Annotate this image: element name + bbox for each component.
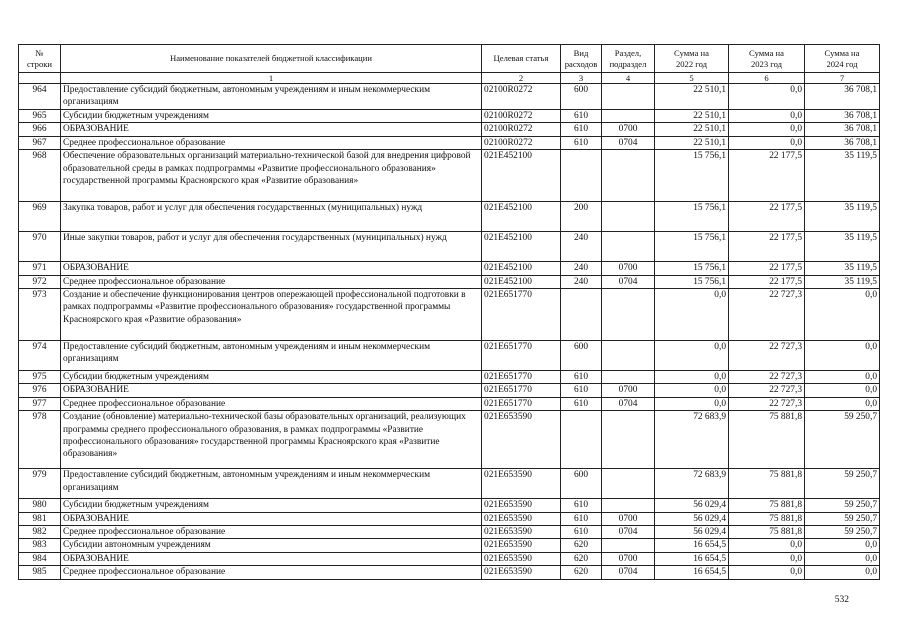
row-section xyxy=(602,499,655,512)
row-sum-2023: 75 881,8 xyxy=(729,512,805,525)
header-expense-type-text: Вид расходов xyxy=(564,47,598,69)
row-target-item: 021Е653590 xyxy=(482,526,561,539)
row-section xyxy=(602,289,655,341)
row-name: ОБРАЗОВАНИЕ xyxy=(61,512,482,525)
row-number: 981 xyxy=(19,512,61,525)
row-sum-2023: 75 881,8 xyxy=(729,411,805,469)
row-name: Предоставление субсидий бюджетным, автономным учреждениям и иным некоммерческим организациям xyxy=(61,469,482,499)
row-sum-2024: 0,0 xyxy=(805,289,880,341)
row-sum-2022: 22 510,1 xyxy=(655,84,729,110)
row-expense-type xyxy=(561,411,602,469)
row-number: 984 xyxy=(19,552,61,565)
row-name: ОБРАЗОВАНИЕ xyxy=(61,552,482,565)
row-expense-type: 610 xyxy=(561,526,602,539)
row-sum-2022: 15 756,1 xyxy=(655,150,729,202)
row-expense-type: 620 xyxy=(561,539,602,552)
table-row xyxy=(19,262,880,275)
row-name: Создание (обновление) материально-технической базы образовательных организаций, реализующих программы среднего профессионального образования, в рамках подпрограммы «Развитие профессионального образования» государственной программы Красноярского края «Развитие образования» xyxy=(61,411,482,469)
row-section: 0704 xyxy=(602,526,655,539)
row-section: 0704 xyxy=(602,566,655,579)
table-row xyxy=(19,397,880,410)
row-target-item: 021Е651770 xyxy=(482,289,561,341)
row-sum-2022: 0,0 xyxy=(655,341,729,371)
row-target-item: 021Е653590 xyxy=(482,566,561,579)
row-expense-type: 600 xyxy=(561,341,602,371)
table-row xyxy=(19,411,880,469)
table-row xyxy=(19,289,880,341)
row-sum-2023: 75 881,8 xyxy=(729,469,805,499)
row-expense-type: 600 xyxy=(561,469,602,499)
row-target-item: 021Е651770 xyxy=(482,371,561,384)
row-target-item: 02100R0272 xyxy=(482,84,561,110)
row-sum-2024: 0,0 xyxy=(805,384,880,397)
row-sum-2023: 0,0 xyxy=(729,84,805,110)
row-sum-2023: 0,0 xyxy=(729,110,805,123)
row-sum-2024: 35 119,5 xyxy=(805,202,880,232)
row-name: Предоставление субсидий бюджетным, автономным учреждениям и иным некоммерческим организациям xyxy=(61,84,482,110)
row-sum-2024: 59 250,7 xyxy=(805,526,880,539)
column-numbers-row xyxy=(19,73,880,84)
row-section xyxy=(602,341,655,371)
row-target-item: 021Е452100 xyxy=(482,275,561,288)
row-expense-type: 610 xyxy=(561,110,602,123)
row-target-item: 021Е653590 xyxy=(482,512,561,525)
row-sum-2024: 59 250,7 xyxy=(805,469,880,499)
row-sum-2024: 0,0 xyxy=(805,371,880,384)
row-sum-2023: 22 177,5 xyxy=(729,262,805,275)
budget-table xyxy=(18,44,880,580)
row-number: 976 xyxy=(19,384,61,397)
header-name xyxy=(61,45,482,73)
row-name: Субсидии бюджетным учреждениям xyxy=(61,371,482,384)
row-target-item: 021Е653590 xyxy=(482,539,561,552)
header-sum-2022 xyxy=(655,45,729,73)
row-sum-2024: 0,0 xyxy=(805,397,880,410)
row-target-item: 021Е653590 xyxy=(482,552,561,565)
table-row xyxy=(19,552,880,565)
row-sum-2024: 35 119,5 xyxy=(805,262,880,275)
table-header-row xyxy=(19,45,880,73)
row-sum-2023: 22 727,3 xyxy=(729,289,805,341)
row-expense-type: 600 xyxy=(561,84,602,110)
row-number: 975 xyxy=(19,371,61,384)
row-section: 0704 xyxy=(602,275,655,288)
row-expense-type: 610 xyxy=(561,384,602,397)
column-number xyxy=(19,73,61,84)
row-expense-type: 620 xyxy=(561,566,602,579)
row-name: Среднее профессиональное образование xyxy=(61,526,482,539)
row-expense-type: 240 xyxy=(561,275,602,288)
row-number: 983 xyxy=(19,539,61,552)
row-sum-2022: 22 510,1 xyxy=(655,123,729,136)
row-sum-2022: 22 510,1 xyxy=(655,136,729,149)
table-row xyxy=(19,512,880,525)
row-target-item: 021Е651770 xyxy=(482,384,561,397)
row-expense-type: 610 xyxy=(561,397,602,410)
row-section xyxy=(602,232,655,262)
row-expense-type xyxy=(561,289,602,341)
row-section xyxy=(602,371,655,384)
row-name: Обеспечение образовательных организаций материально-технической базой для внедрения цифровой образовательной среды в рамках подпрограммы «Развитие профессионального образования» государственной программы Красноярского края «Развитие образования» xyxy=(61,150,482,202)
row-number: 979 xyxy=(19,469,61,499)
table-row xyxy=(19,202,880,232)
column-number: 3 xyxy=(561,73,602,84)
column-number: 4 xyxy=(602,73,655,84)
header-target-item xyxy=(482,45,561,73)
row-name: Среднее профессиональное образование xyxy=(61,275,482,288)
row-expense-type: 620 xyxy=(561,552,602,565)
row-name: Субсидии автономным учреждениям xyxy=(61,539,482,552)
table-row xyxy=(19,232,880,262)
table-row xyxy=(19,110,880,123)
row-name: Иные закупки товаров, работ и услуг для обеспечения государственных (муниципальных) нужд xyxy=(61,232,482,262)
row-expense-type: 610 xyxy=(561,499,602,512)
row-sum-2022: 16 654,5 xyxy=(655,552,729,565)
row-sum-2022: 0,0 xyxy=(655,289,729,341)
row-section xyxy=(602,202,655,232)
header-sum-2022-text: Сумма на 2022 год xyxy=(674,47,709,69)
row-target-item: 021Е452100 xyxy=(482,202,561,232)
row-sum-2024: 59 250,7 xyxy=(805,499,880,512)
row-expense-type: 200 xyxy=(561,202,602,232)
header-sum-2023-text: Сумма на 2023 год xyxy=(749,47,784,69)
row-number: 970 xyxy=(19,232,61,262)
row-number: 974 xyxy=(19,341,61,371)
row-sum-2023: 22 177,5 xyxy=(729,150,805,202)
row-sum-2023: 22 727,3 xyxy=(729,384,805,397)
row-section: 0700 xyxy=(602,512,655,525)
row-sum-2023: 22 177,5 xyxy=(729,275,805,288)
row-sum-2022: 0,0 xyxy=(655,371,729,384)
row-name: Субсидии бюджетным учреждениям xyxy=(61,110,482,123)
table-row xyxy=(19,526,880,539)
row-target-item: 02100R0272 xyxy=(482,136,561,149)
row-number: 967 xyxy=(19,136,61,149)
row-number: 972 xyxy=(19,275,61,288)
row-sum-2023: 22 177,5 xyxy=(729,232,805,262)
table-row xyxy=(19,499,880,512)
row-sum-2022: 16 654,5 xyxy=(655,539,729,552)
row-sum-2024: 0,0 xyxy=(805,566,880,579)
row-sum-2024: 59 250,7 xyxy=(805,411,880,469)
row-number: 966 xyxy=(19,123,61,136)
row-sum-2022: 15 756,1 xyxy=(655,232,729,262)
row-expense-type: 240 xyxy=(561,232,602,262)
row-sum-2022: 15 756,1 xyxy=(655,262,729,275)
row-section xyxy=(602,539,655,552)
row-number: 977 xyxy=(19,397,61,410)
header-row-number-text: № строки xyxy=(26,47,53,69)
table-row xyxy=(19,539,880,552)
row-sum-2022: 15 756,1 xyxy=(655,275,729,288)
row-number: 964 xyxy=(19,84,61,110)
row-name: Среднее профессиональное образование xyxy=(61,566,482,579)
row-number: 978 xyxy=(19,411,61,469)
row-expense-type: 610 xyxy=(561,371,602,384)
column-number: 1 xyxy=(61,73,482,84)
header-expense-type xyxy=(561,45,602,73)
row-sum-2022: 16 654,5 xyxy=(655,566,729,579)
row-sum-2022: 56 029,4 xyxy=(655,499,729,512)
row-sum-2024: 36 708,1 xyxy=(805,110,880,123)
row-name: Предоставление субсидий бюджетным, автономным учреждениям и иным некоммерческим организациям xyxy=(61,341,482,371)
row-number: 980 xyxy=(19,499,61,512)
header-section xyxy=(602,45,655,73)
row-sum-2022: 72 683,9 xyxy=(655,411,729,469)
row-sum-2022: 15 756,1 xyxy=(655,202,729,232)
row-expense-type xyxy=(561,150,602,202)
table-row xyxy=(19,123,880,136)
row-section: 0700 xyxy=(602,384,655,397)
row-section xyxy=(602,150,655,202)
table-row xyxy=(19,469,880,499)
row-sum-2023: 0,0 xyxy=(729,136,805,149)
header-sum-2024 xyxy=(805,45,880,73)
row-name: ОБРАЗОВАНИЕ xyxy=(61,123,482,136)
row-section: 0700 xyxy=(602,262,655,275)
row-section: 0704 xyxy=(602,136,655,149)
row-name: Среднее профессиональное образование xyxy=(61,136,482,149)
row-sum-2023: 22 727,3 xyxy=(729,341,805,371)
row-sum-2024: 36 708,1 xyxy=(805,84,880,110)
row-sum-2022: 0,0 xyxy=(655,397,729,410)
header-row-number xyxy=(19,45,61,73)
row-number: 973 xyxy=(19,289,61,341)
row-sum-2023: 22 727,3 xyxy=(729,397,805,410)
row-target-item: 021Е653590 xyxy=(482,469,561,499)
header-section-text: Раздел, подраздел xyxy=(609,47,647,69)
row-sum-2023: 75 881,8 xyxy=(729,526,805,539)
table-row xyxy=(19,341,880,371)
row-sum-2023: 0,0 xyxy=(729,123,805,136)
row-section: 0700 xyxy=(602,552,655,565)
row-name: ОБРАЗОВАНИЕ xyxy=(61,262,482,275)
row-name: Субсидии бюджетным учреждениям xyxy=(61,499,482,512)
column-number: 6 xyxy=(729,73,805,84)
row-sum-2024: 59 250,7 xyxy=(805,512,880,525)
column-number: 7 xyxy=(805,73,880,84)
table-row xyxy=(19,275,880,288)
row-target-item: 021Е452100 xyxy=(482,262,561,275)
row-sum-2024: 35 119,5 xyxy=(805,150,880,202)
budget-document xyxy=(18,44,877,580)
row-sum-2024: 36 708,1 xyxy=(805,123,880,136)
row-number: 968 xyxy=(19,150,61,202)
row-sum-2023: 0,0 xyxy=(729,552,805,565)
row-sum-2024: 35 119,5 xyxy=(805,232,880,262)
row-sum-2022: 0,0 xyxy=(655,384,729,397)
row-sum-2022: 56 029,4 xyxy=(655,526,729,539)
row-section xyxy=(602,469,655,499)
row-expense-type: 610 xyxy=(561,123,602,136)
row-sum-2023: 0,0 xyxy=(729,539,805,552)
row-section xyxy=(602,84,655,110)
row-number: 965 xyxy=(19,110,61,123)
row-section: 0700 xyxy=(602,123,655,136)
row-target-item: 021Е653590 xyxy=(482,499,561,512)
row-number: 969 xyxy=(19,202,61,232)
row-name: Создание и обеспечение функционирования центров опережающей профессиональной подготовки в рамках подпрограммы «Развитие профессионального образования» государственной программы Красноярского края «Развитие образования» xyxy=(61,289,482,341)
row-sum-2023: 22 727,3 xyxy=(729,371,805,384)
row-expense-type: 240 xyxy=(561,262,602,275)
row-section: 0704 xyxy=(602,397,655,410)
table-body xyxy=(19,84,880,580)
row-sum-2023: 0,0 xyxy=(729,566,805,579)
page-number: 532 xyxy=(834,595,849,605)
header-target-item-text: Целевая статья xyxy=(493,53,549,63)
table-row xyxy=(19,371,880,384)
row-name: ОБРАЗОВАНИЕ xyxy=(61,384,482,397)
row-expense-type: 610 xyxy=(561,512,602,525)
row-target-item: 02100R0272 xyxy=(482,123,561,136)
row-sum-2022: 72 683,9 xyxy=(655,469,729,499)
row-sum-2023: 75 881,8 xyxy=(729,499,805,512)
row-name: Закупка товаров, работ и услуг для обеспечения государственных (муниципальных) нужд xyxy=(61,202,482,232)
table-row xyxy=(19,150,880,202)
row-target-item: 021Е452100 xyxy=(482,150,561,202)
column-number: 2 xyxy=(482,73,561,84)
row-sum-2024: 36 708,1 xyxy=(805,136,880,149)
header-sum-2023 xyxy=(729,45,805,73)
row-target-item: 021Е653590 xyxy=(482,411,561,469)
row-sum-2022: 22 510,1 xyxy=(655,110,729,123)
row-name: Среднее профессиональное образование xyxy=(61,397,482,410)
row-sum-2024: 35 119,5 xyxy=(805,275,880,288)
row-target-item: 02100R0272 xyxy=(482,110,561,123)
header-sum-2024-text: Сумма на 2024 год xyxy=(824,47,860,69)
row-number: 971 xyxy=(19,262,61,275)
row-number: 985 xyxy=(19,566,61,579)
table-row xyxy=(19,136,880,149)
row-sum-2024: 0,0 xyxy=(805,341,880,371)
row-section xyxy=(602,110,655,123)
table-row xyxy=(19,566,880,579)
row-target-item: 021Е452100 xyxy=(482,232,561,262)
row-target-item: 021Е651770 xyxy=(482,341,561,371)
row-section xyxy=(602,411,655,469)
table-row xyxy=(19,384,880,397)
header-name-text: Наименование показателей бюджетной классификации xyxy=(170,53,372,63)
row-sum-2022: 56 029,4 xyxy=(655,512,729,525)
row-sum-2024: 0,0 xyxy=(805,539,880,552)
table-row xyxy=(19,84,880,110)
row-sum-2023: 22 177,5 xyxy=(729,202,805,232)
row-sum-2024: 0,0 xyxy=(805,552,880,565)
row-target-item: 021Е651770 xyxy=(482,397,561,410)
column-number: 5 xyxy=(655,73,729,84)
row-expense-type: 610 xyxy=(561,136,602,149)
row-number: 982 xyxy=(19,526,61,539)
